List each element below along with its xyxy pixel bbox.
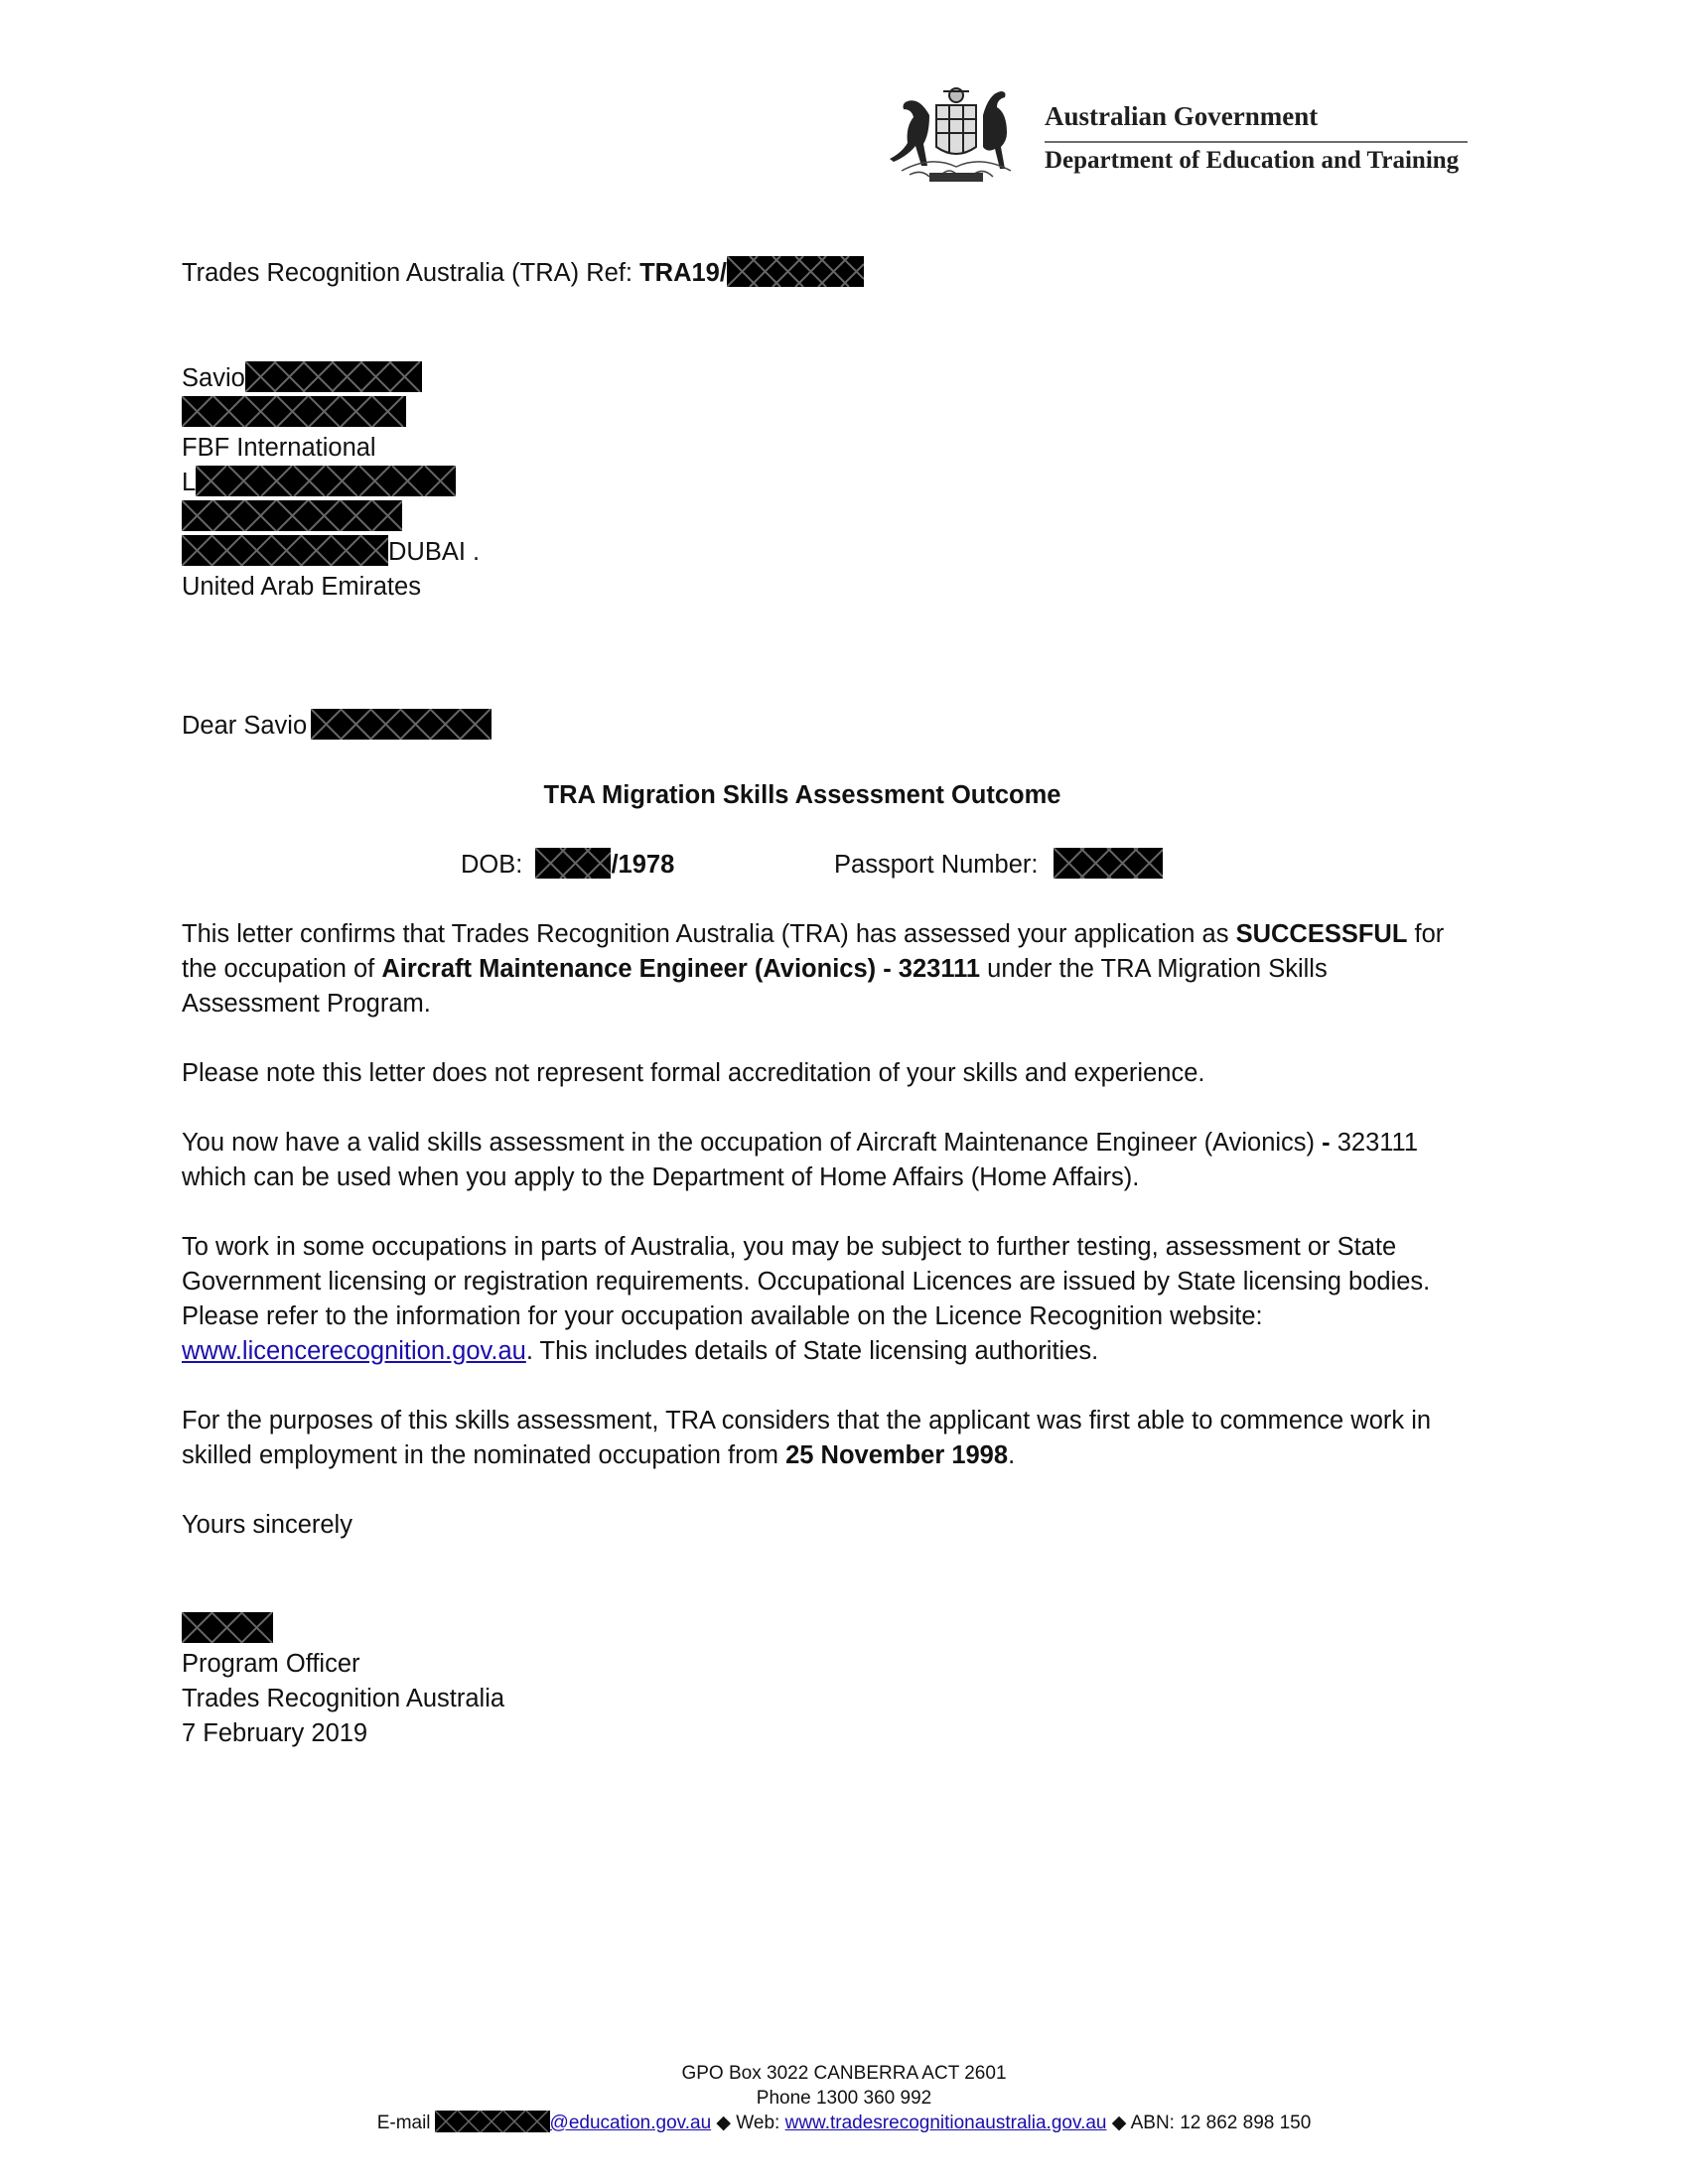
paragraph-text: . This includes details of State licensing authorities. [525,1337,1099,1365]
recipient-name: Savio [182,364,245,392]
redaction-box [245,361,422,392]
address-street-line [182,466,480,500]
redaction-box [435,2111,550,2132]
government-logo [874,71,1470,191]
address-line-redacted [182,396,480,431]
address-block [182,361,480,605]
signatory-org: Trades Recognition Australia [182,1685,505,1712]
footer-phone: Phone 1300 360 992 [756,2088,932,2109]
header-divider [1045,141,1468,143]
paragraph-note: Please note this letter does not represent formal accreditation of your skills and experience. [182,1059,1205,1087]
footer [0,2061,1688,2135]
reference-value: TRA19/ [639,259,727,287]
closing: Yours sincerely [182,1511,352,1539]
dob-year: /1978 [611,851,675,879]
paragraph-text: Government licensing or registration requirements. Occupational Licences are issued by State licensing bodies. [182,1268,1431,1296]
paragraph-valid-assessment [182,1126,1418,1195]
paragraph-text: the occupation of [182,955,382,983]
footer-email-label: E-mail [376,2113,431,2133]
reference-label: Trades Recognition Australia (TRA) Ref: [182,259,640,287]
paragraph-text: which can be used when you apply to the Department of Home Affairs (Home Affairs). [182,1163,1140,1191]
reference-line [182,256,864,291]
redaction-box [311,709,492,740]
redaction-box [727,256,864,287]
paragraph-text: To work in some occupations in parts of Australia, you may be subject to further testing, assessment or State [182,1233,1397,1261]
paragraph-outcome [182,917,1444,1022]
paragraph-text: 323111 [1330,1129,1419,1157]
coat-of-arms-icon [882,75,1031,187]
address-street-prefix: L [182,469,197,496]
redaction-box [196,466,456,496]
paragraph-text: . [1008,1441,1016,1469]
letter-title: TRA Migration Skills Assessment Outcome [543,781,1061,809]
paragraph-text: skilled employment in the nominated occupation from [182,1441,786,1469]
paragraph-text: Assessment Program. [182,990,431,1018]
footer-abn: ◆ ABN: 12 862 898 150 [1106,2113,1312,2133]
redaction-box [182,535,388,566]
redaction-box [535,848,611,879]
licence-recognition-link[interactable]: www.licencerecognition.gov.au [182,1337,526,1365]
address-line-redacted [182,500,480,535]
redaction-box [1054,848,1163,879]
address-city: DUBAI . [388,538,481,566]
paragraph-licensing [182,1230,1430,1369]
paragraph-text: under the TRA Migration Skills [980,955,1328,983]
paragraph-text: for [1407,920,1445,948]
address-company: FBF International [182,434,376,462]
salutation-text: Dear Savio [182,712,308,740]
footer-email-link[interactable]: @education.gov.au [549,2113,712,2133]
address-name-line [182,361,480,396]
outcome-status: SUCCESSFUL [1235,920,1408,948]
footer-web-link[interactable]: www.tradesrecognitionaustralia.gov.au [784,2113,1107,2133]
government-name: Australian Government [1045,101,1319,131]
address-city-line [182,535,480,570]
commencement-date: 25 November 1998 [785,1441,1009,1469]
paragraph-text: For the purposes of this skills assessment, TRA considers that the applicant was first able to commence work in [182,1407,1432,1434]
footer-contact-line [0,2111,1688,2135]
paragraph-text: - [1322,1129,1331,1157]
occupation-name: Aircraft Maintenance Engineer (Avionics) - 323111 [381,955,981,983]
letter-date: 7 February 2019 [182,1719,368,1747]
signature-block [182,1612,504,1751]
footer-address: GPO Box 3022 CANBERRA ACT 2601 [681,2063,1007,2084]
dob-label: DOB: [461,851,523,879]
paragraph-commencement [182,1404,1431,1473]
redaction-box [182,396,406,427]
paragraph-text: This letter confirms that Trades Recognition Australia (TRA) has assessed your application as [182,920,1236,948]
signatory-role: Program Officer [182,1650,360,1678]
redaction-box [182,500,402,531]
dob-line [461,848,674,883]
passport-line [834,848,1163,883]
department-name: Department of Education and Training [1045,147,1460,174]
redaction-box [182,1612,273,1643]
passport-label: Passport Number: [834,851,1039,879]
salutation [182,709,492,744]
address-country: United Arab Emirates [182,573,421,601]
paragraph-text: Please refer to the information for your occupation available on the Licence Recognition website: [182,1302,1263,1330]
footer-web-label: ◆ Web: [711,2113,785,2133]
paragraph-text: You now have a valid skills assessment in the occupation of Aircraft Maintenance Engineer (Avionics) [182,1129,1323,1157]
